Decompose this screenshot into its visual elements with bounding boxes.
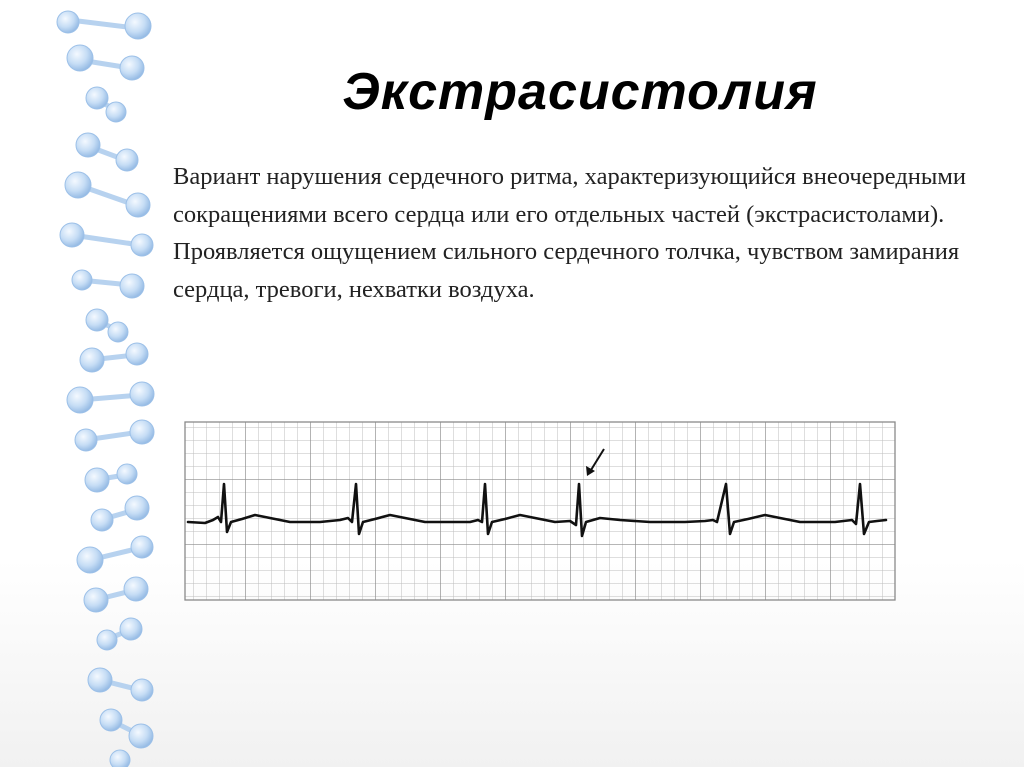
- ecg-grid-coarse: [185, 422, 895, 600]
- ecg-strip: [180, 414, 905, 604]
- definition-text: Вариант нарушения сердечного ритма, характеризующийся внеочередными сокращениями всего сердца или его отдельных частей (экстрасистолами). Проявляется ощущением сильного сердечного толчка, чувством замирания сердца, тревоги, нехватки воздуха.: [173, 163, 966, 303]
- slide-title: Экстрасистолия: [342, 63, 818, 121]
